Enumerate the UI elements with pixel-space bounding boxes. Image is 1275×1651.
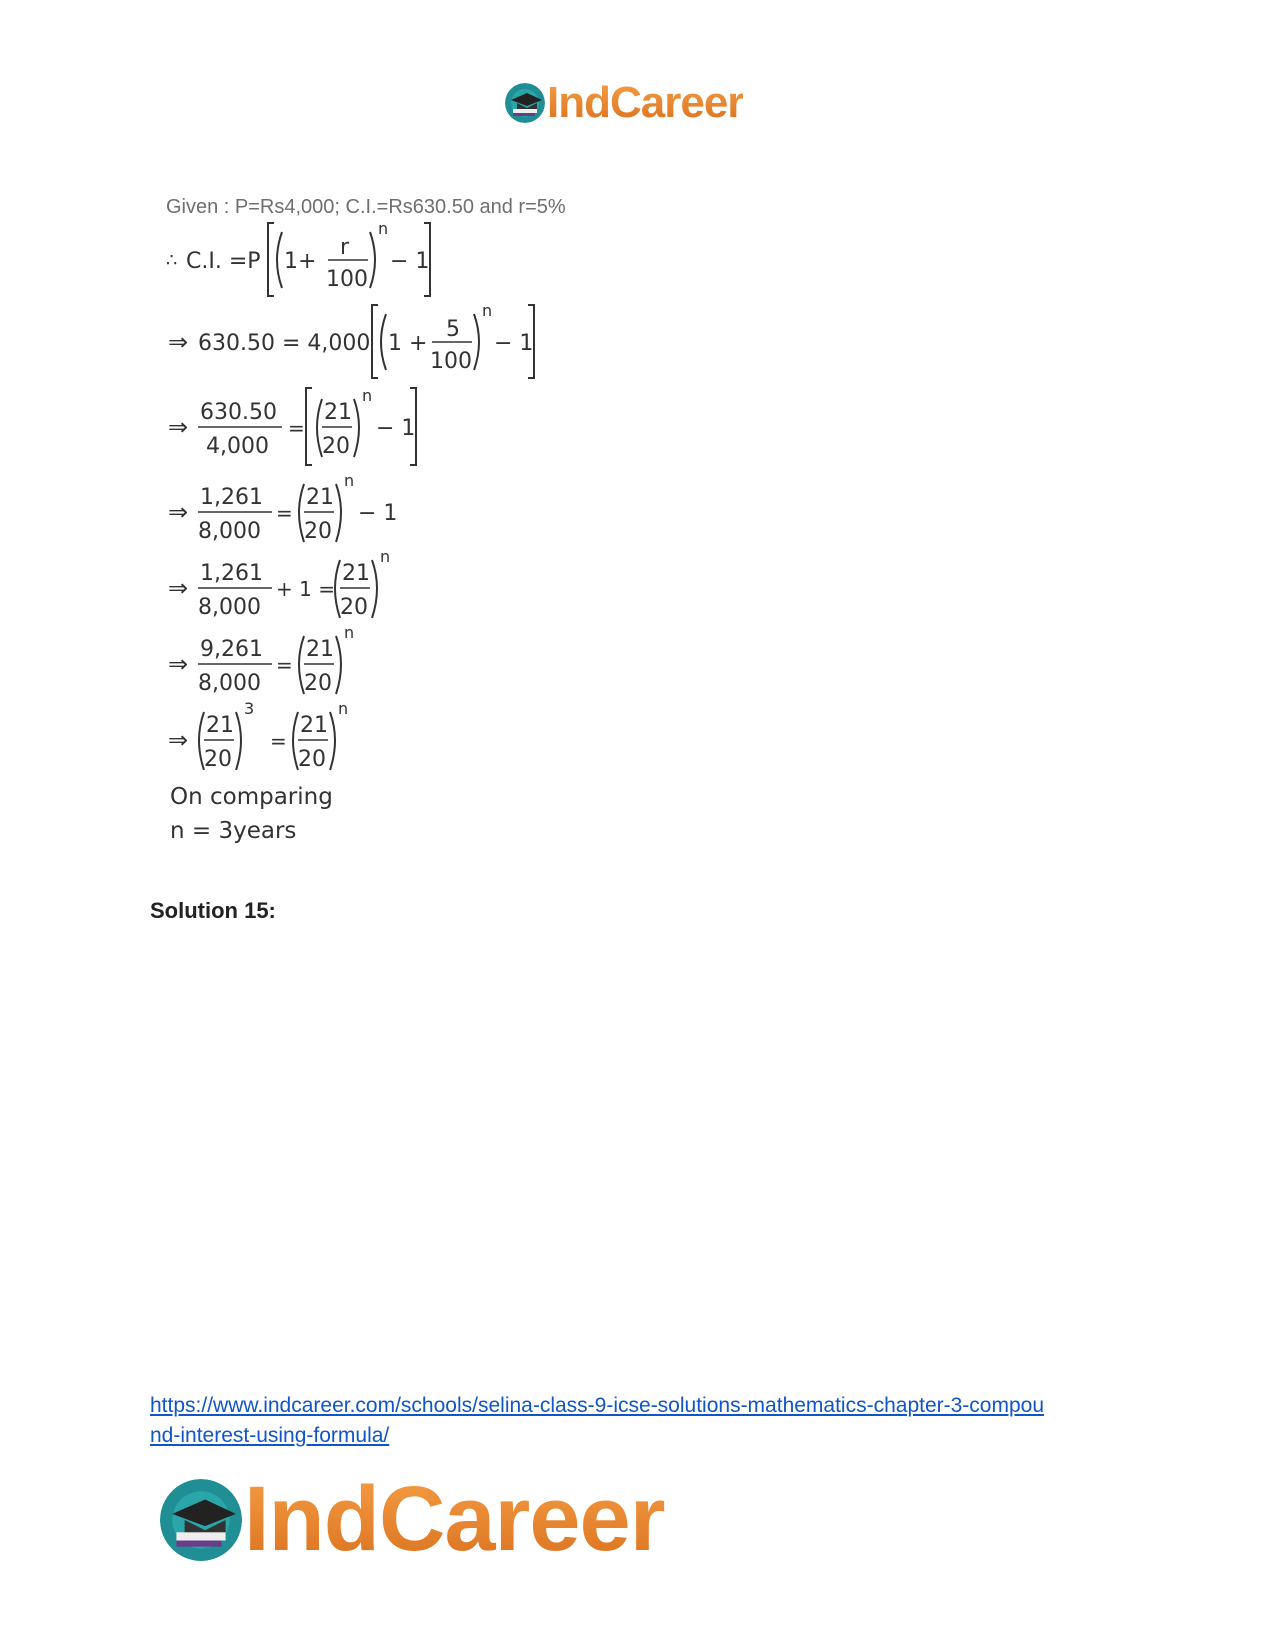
step6-denominator: 20 [304,671,332,696]
comparing-text: On comparing [170,784,333,810]
step1-minus-one: − 1 [390,249,430,274]
step2-lhs: 630.50 = 4,000 [198,331,371,356]
step3-exponent: n [362,386,373,405]
step3-numerator: 21 [324,400,352,425]
step5-plus-one: + 1 = [276,577,335,601]
therefore-symbol: ∴ [166,250,178,271]
step1-one: 1+ [284,249,317,274]
implies-arrow: ⇒ [168,726,189,754]
result-text: n = 3years [170,818,297,844]
implies-arrow: ⇒ [168,650,189,678]
step2-exponent: n [482,302,493,320]
implies-arrow: ⇒ [168,574,189,602]
implies-arrow: ⇒ [168,498,189,526]
step4-left-numerator: 1,261 [200,485,263,510]
step1-den: 100 [326,267,368,292]
step4-minus-one: − 1 [358,501,398,526]
formula-step-2 [160,302,580,382]
formula-step-4 [160,470,460,554]
step6-numerator: 21 [306,637,334,662]
step1-lhs: C.I. =P [186,249,261,274]
step4-denominator: 20 [304,519,332,544]
step2-one: 1 + [388,331,428,356]
step4-exponent: n [344,471,355,490]
formula-step-6 [160,622,420,706]
step5-left-denominator: 8,000 [198,595,261,620]
given-statement: Given : P=Rs4,000; C.I.=Rs630.50 and r=5% [166,196,566,218]
step2-minus-one: − 1 [494,331,534,356]
source-link[interactable] [150,1391,1150,1451]
formula-step-7 [160,698,420,782]
step3-left-denominator: 4,000 [206,434,269,459]
logo-wordmark: IndCareer [244,1468,665,1570]
graduation-cap-logo-icon [160,1479,242,1561]
indcareer-logo-bottom [160,1467,665,1572]
step3-equals: = [288,416,305,440]
step4-numerator: 21 [306,485,334,510]
logo-wordmark: IndCareer [547,78,744,127]
step5-denominator: 20 [340,595,368,620]
step7-left-numerator: 21 [206,713,234,738]
solution-15-heading: Solution 15: [150,898,276,923]
formula-step-1 [160,220,460,300]
step7-numerator: 21 [300,713,328,738]
step6-exponent: n [344,623,355,642]
step6-equals: = [276,653,293,677]
step1-num: r [340,235,350,260]
step5-left-numerator: 1,261 [200,561,263,586]
step3-left-numerator: 630.50 [200,400,277,425]
step7-left-exponent: 3 [244,699,255,718]
source-link-line-1[interactable]: https://www.indcareer.com/schools/selina-class-9-icse-solutions-mathematics-chapter-3-compou [150,1394,1045,1417]
step6-left-denominator: 8,000 [198,671,261,696]
step4-equals: = [276,501,293,525]
implies-arrow: ⇒ [168,328,189,356]
step5-exponent: n [380,547,391,566]
step4-left-denominator: 8,000 [198,519,261,544]
graduation-cap-logo-icon [505,83,545,123]
step7-exponent: n [338,699,349,718]
step6-left-numerator: 9,261 [200,637,263,662]
source-link-line-2[interactable]: nd-interest-using-formula/ [150,1424,390,1447]
step1-exponent: n [378,220,389,238]
step7-denominator: 20 [298,747,326,772]
step2-num: 5 [446,317,460,342]
step2-den: 100 [430,349,472,374]
formula-step-3 [160,385,480,469]
step3-denominator: 20 [322,434,350,459]
step5-numerator: 21 [342,561,370,586]
indcareer-logo-top [505,78,743,128]
step7-left-denominator: 20 [204,747,232,772]
implies-arrow: ⇒ [168,413,189,441]
formula-step-5 [160,546,460,630]
step7-equals: = [270,729,287,753]
step3-minus-one: − 1 [376,416,416,441]
